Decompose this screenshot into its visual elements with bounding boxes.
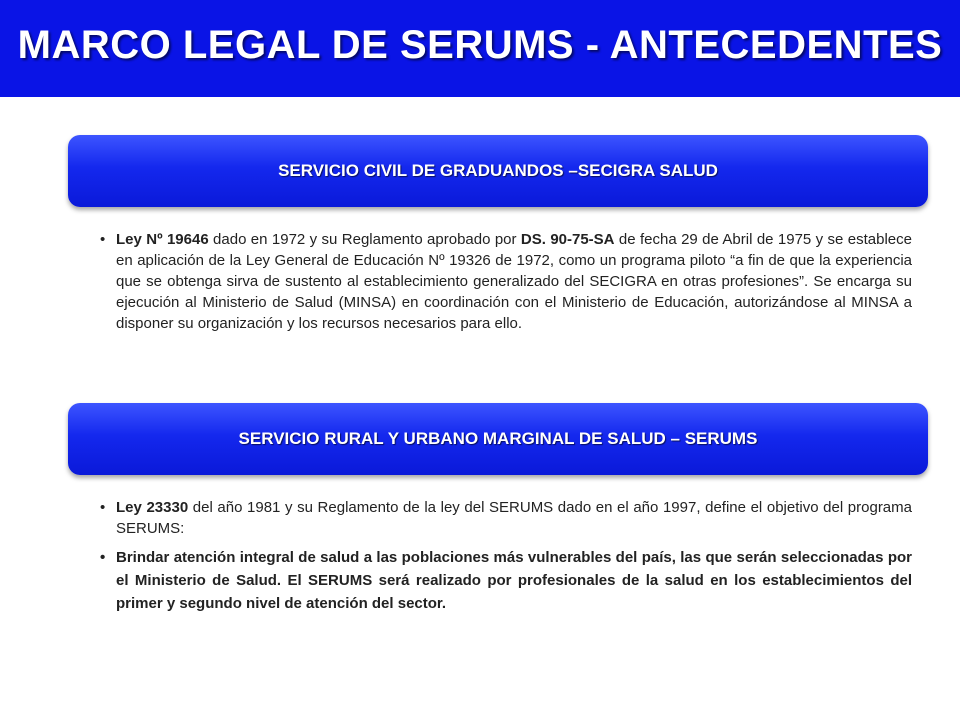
bullet-icon: • <box>100 549 106 566</box>
title-bar <box>0 0 960 97</box>
bullet-text: dado en 1972 y su Reglamento aprobado por <box>208 231 521 248</box>
bullet-text: de fecha 29 de Abril de 1975 y se establece en aplicación de la Ley General de Educación Nº 19326 de 1972, como un programa piloto “a fin de que la experiencia que se obtenga sirva de sustento al establecimiento generalizado del SECIGRA en otras profesiones”. Se encarga su ejecución al Ministerio de Salud (MINSA) en coordinación con el Ministerio de Educación, autorizándose al MINSA a disponer su organización y los recursos necesarios para ello. <box>116 231 912 332</box>
section-banner-secigra <box>68 135 928 207</box>
law-reference: Ley Nº 19646 <box>116 231 209 248</box>
bullet-icon: • <box>100 231 106 248</box>
list-item <box>100 229 912 334</box>
bullet-text: del año 1981 y su Reglamento de la ley del SERUMS dado en el año 1997, define el objetivo del programa SERUMS: <box>116 499 912 537</box>
slide-title: MARCO LEGAL DE SERUMS - ANTECEDENTES <box>17 23 943 67</box>
objective-text: Brindar atención integral de salud a las poblaciones más vulnerables del país, las que serán seleccionadas por el Ministerio de Salud. El SERUMS será realizado por profesionales de la salud en los establecimientos del primer y segundo nivel de atención del sector. <box>116 549 912 612</box>
section-banner-serums <box>68 403 928 475</box>
serums-bullet-list <box>100 497 912 615</box>
decree-reference: DS. 90-75-SA <box>520 231 615 248</box>
section-heading-secigra: SERVICIO CIVIL DE GRADUANDOS –SECIGRA SALUD <box>278 161 718 180</box>
list-item <box>100 546 912 615</box>
secigra-bullet-list <box>100 229 912 334</box>
list-item <box>100 497 912 539</box>
law-reference: Ley 23330 <box>116 499 189 516</box>
section-heading-serums: SERVICIO RURAL Y URBANO MARGINAL DE SALUD – SERUMS <box>238 429 758 448</box>
bullet-icon: • <box>100 499 106 516</box>
